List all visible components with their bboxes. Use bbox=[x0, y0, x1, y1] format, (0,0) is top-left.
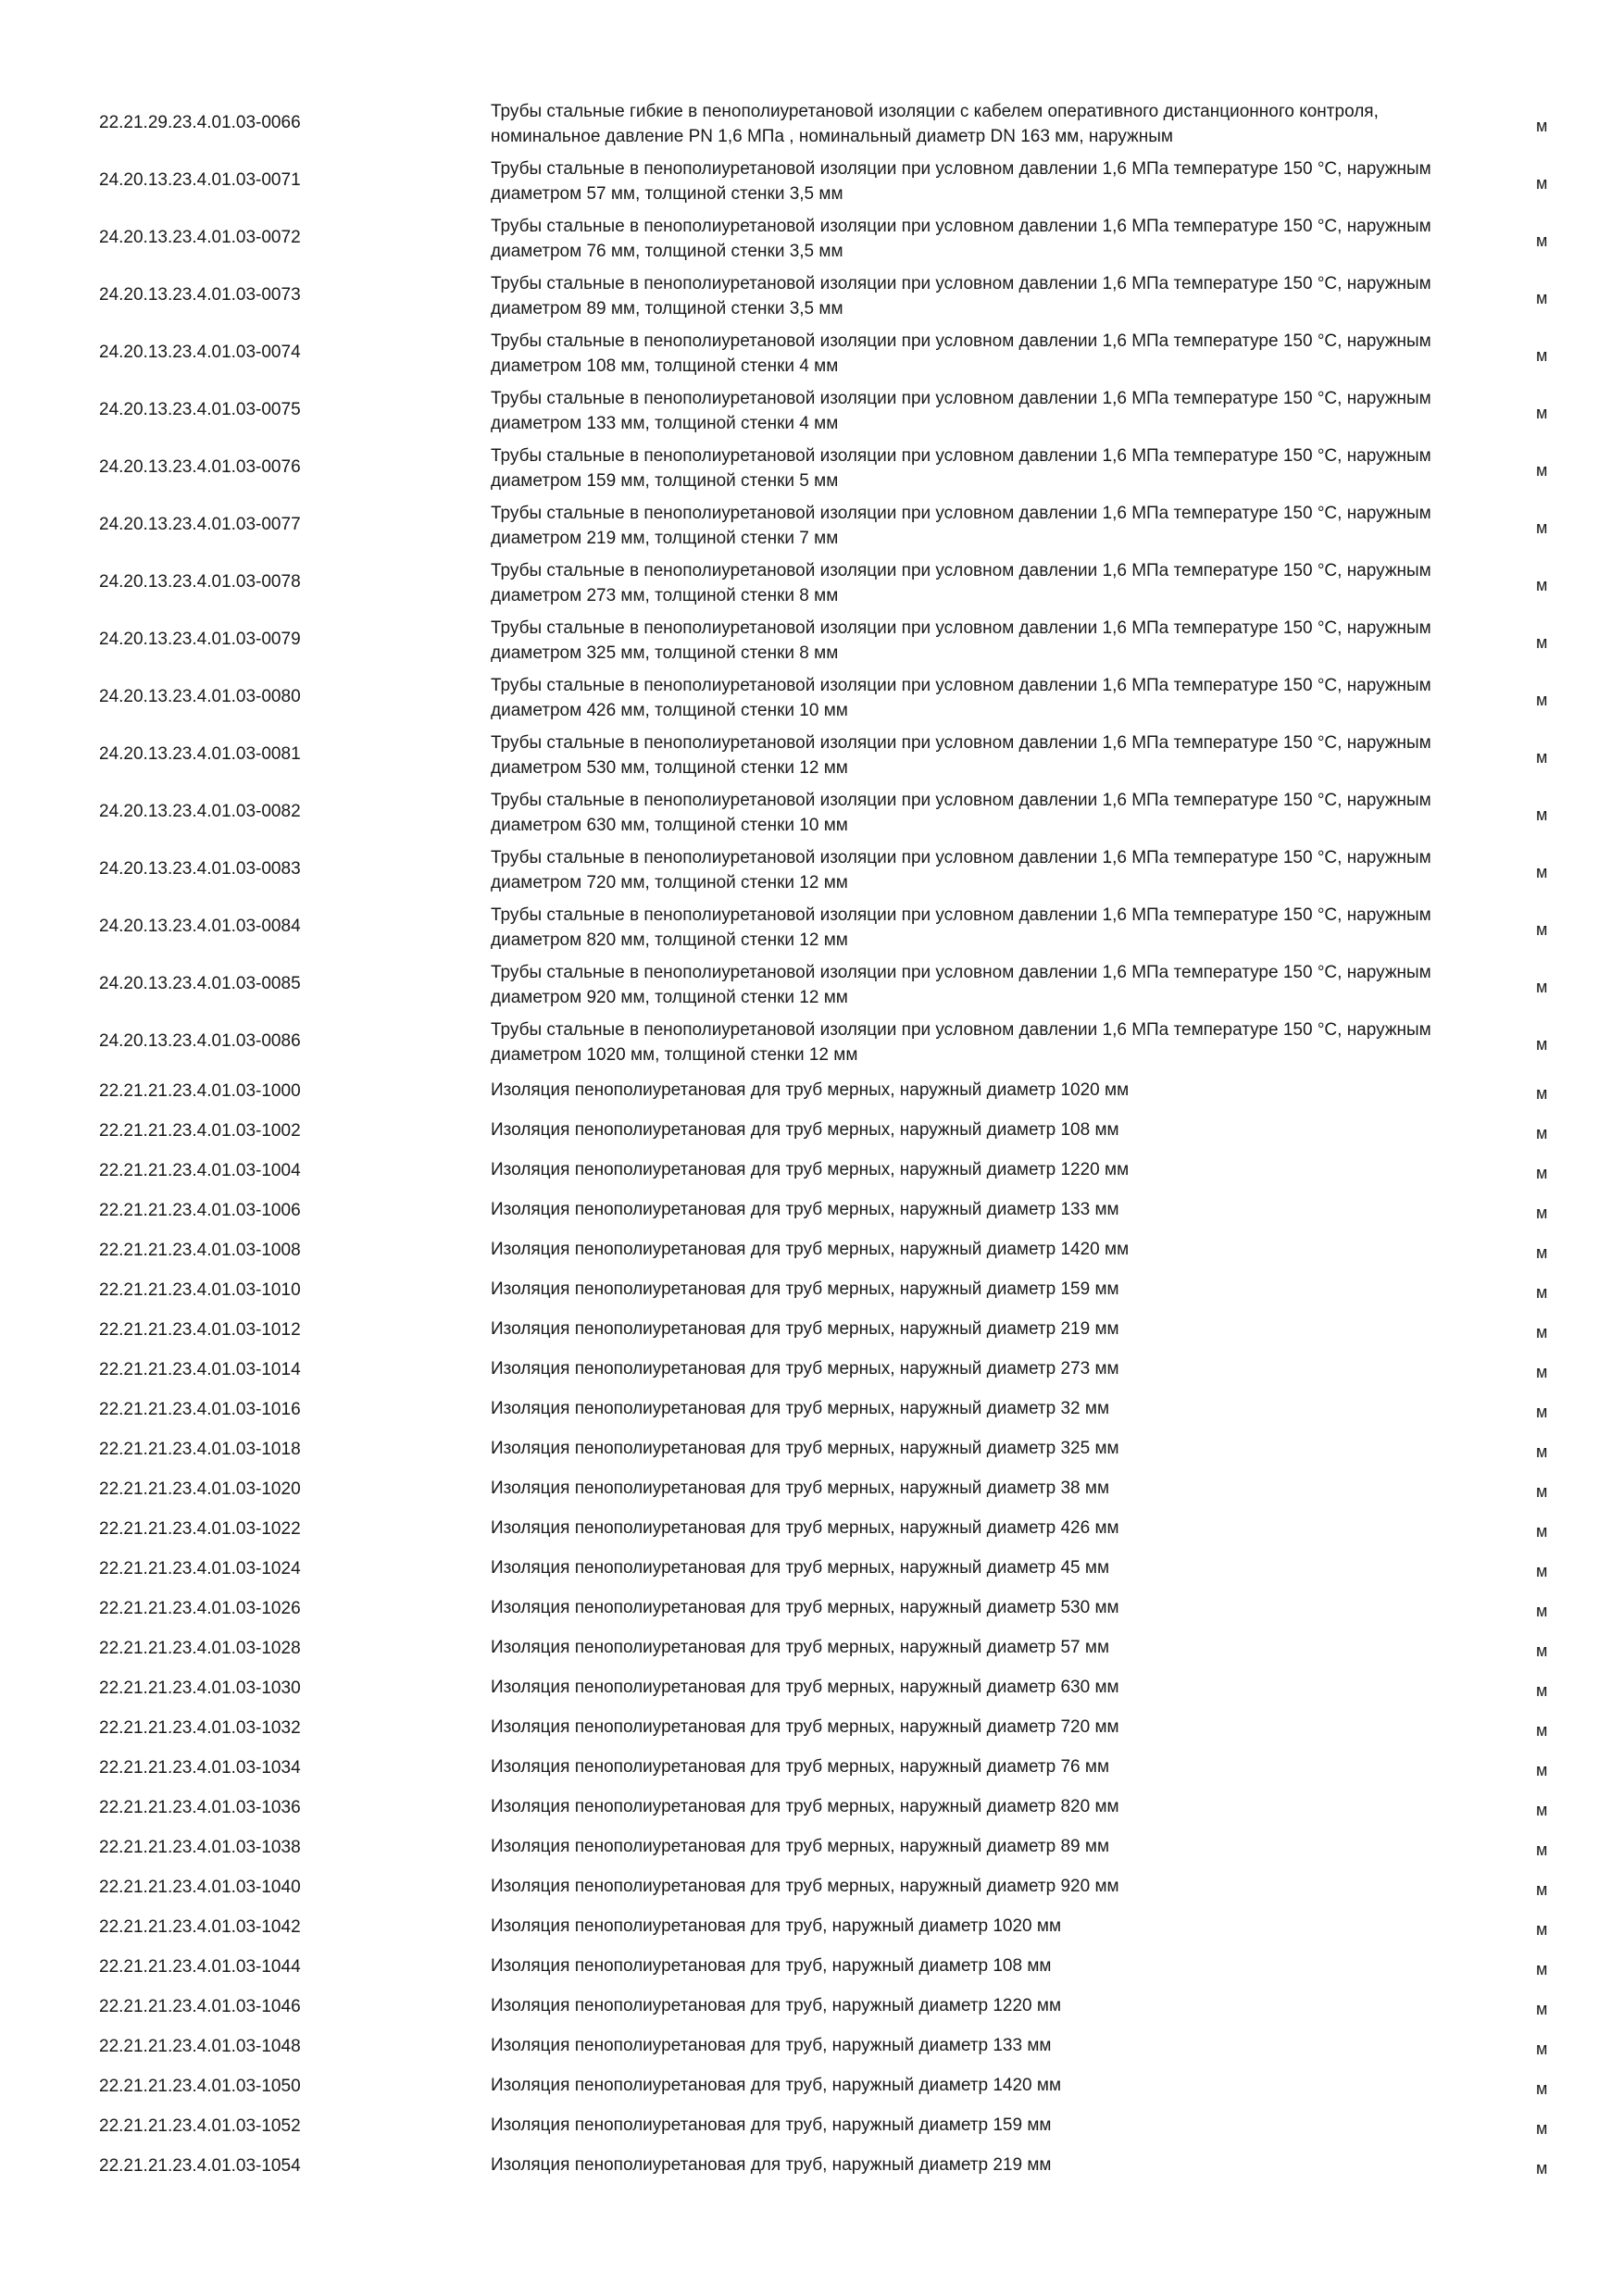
unit-of-measure: м bbox=[1536, 691, 1548, 709]
unit-of-measure: м bbox=[1536, 117, 1548, 135]
unit-of-measure: м bbox=[1536, 1602, 1548, 1620]
resource-description: Изоляция пенополиуретановая для труб мерных, наружный диаметр 273 мм bbox=[491, 1359, 1119, 1379]
resource-code: 22.21.21.23.4.01.03-1006 bbox=[99, 1201, 301, 1220]
table-row bbox=[0, 900, 1624, 957]
unit-of-measure: м bbox=[1536, 518, 1548, 537]
resource-code: 24.20.13.23.4.01.03-0076 bbox=[99, 457, 301, 477]
table-row bbox=[0, 1948, 1624, 1988]
resource-description: Изоляция пенополиуретановая для труб мерных, наружный диаметр 89 мм bbox=[491, 1837, 1110, 1856]
table-row bbox=[0, 1271, 1624, 1311]
unit-of-measure: м bbox=[1536, 1960, 1548, 1978]
resource-code: 22.21.21.23.4.01.03-1000 bbox=[99, 1081, 301, 1101]
resource-code: 24.20.13.23.4.01.03-0082 bbox=[99, 802, 301, 821]
resource-code: 22.21.21.23.4.01.03-1016 bbox=[99, 1400, 301, 1419]
unit-of-measure: м bbox=[1536, 978, 1548, 996]
resource-description: Изоляция пенополиуретановая для труб, наружный диаметр 219 мм bbox=[491, 2155, 1052, 2175]
table-row bbox=[0, 441, 1624, 498]
unit-of-measure: м bbox=[1536, 346, 1548, 365]
unit-of-measure: м bbox=[1536, 1084, 1548, 1103]
table-row bbox=[0, 1192, 1624, 1231]
table-row bbox=[0, 326, 1624, 383]
resource-description: Трубы стальные в пенополиуретановой изоляции при условном давлении 1,6 МПа температуре 150 °С, наружным диаметром 920 мм, толщиной стенки 12 мм bbox=[491, 963, 1431, 1007]
table-row bbox=[0, 1311, 1624, 1351]
table-row bbox=[0, 2107, 1624, 2147]
resource-description: Изоляция пенополиуретановая для труб мерных, наружный диаметр 133 мм bbox=[491, 1200, 1119, 1219]
resource-code: 24.20.13.23.4.01.03-0074 bbox=[99, 343, 301, 362]
table-row bbox=[0, 842, 1624, 900]
unit-of-measure: м bbox=[1536, 1442, 1548, 1461]
table-row bbox=[0, 1789, 1624, 1828]
resource-description: Изоляция пенополиуретановая для труб мерных, наружный диаметр 159 мм bbox=[491, 1279, 1119, 1299]
resource-description: Изоляция пенополиуретановая для труб мерных, наружный диаметр 76 мм bbox=[491, 1757, 1110, 1777]
table-row bbox=[0, 1510, 1624, 1550]
unit-of-measure: м bbox=[1536, 1801, 1548, 1819]
table-row bbox=[0, 383, 1624, 441]
unit-of-measure: м bbox=[1536, 1243, 1548, 1262]
resource-description: Трубы стальные в пенополиуретановой изоляции при условном давлении 1,6 МПа температуре 150 °С, наружным диаметром 530 мм, толщиной стенки 12 мм bbox=[491, 733, 1431, 778]
table-row bbox=[0, 1015, 1624, 1072]
resource-description: Изоляция пенополиуретановая для труб мерных, наружный диаметр 1220 мм bbox=[491, 1160, 1130, 1179]
unit-of-measure: м bbox=[1536, 805, 1548, 824]
resource-code: 22.21.21.23.4.01.03-1002 bbox=[99, 1121, 301, 1141]
unit-of-measure: м bbox=[1536, 1403, 1548, 1421]
resource-description: Изоляция пенополиуретановая для труб мерных, наружный диаметр 920 мм bbox=[491, 1877, 1119, 1896]
unit-of-measure: м bbox=[1536, 1880, 1548, 1899]
unit-of-measure: м bbox=[1536, 1164, 1548, 1182]
resource-description: Изоляция пенополиуретановая для труб, наружный диаметр 1220 мм bbox=[491, 1996, 1062, 2015]
unit-of-measure: м bbox=[1536, 2119, 1548, 2138]
table-row bbox=[0, 1152, 1624, 1192]
unit-of-measure: м bbox=[1536, 1363, 1548, 1381]
resource-code: 22.21.21.23.4.01.03-1030 bbox=[99, 1678, 301, 1698]
unit-of-measure: м bbox=[1536, 920, 1548, 939]
table-row bbox=[0, 1231, 1624, 1271]
table-row bbox=[0, 670, 1624, 728]
resource-code: 24.20.13.23.4.01.03-0085 bbox=[99, 974, 301, 993]
resource-description: Изоляция пенополиуретановая для труб, наружный диаметр 1420 мм bbox=[491, 2076, 1062, 2095]
price-list-table bbox=[0, 96, 1624, 2187]
resource-description: Изоляция пенополиуретановая для труб, наружный диаметр 1020 мм bbox=[491, 1916, 1062, 1936]
resource-code: 22.21.21.23.4.01.03-1040 bbox=[99, 1878, 301, 1897]
resource-description: Изоляция пенополиуретановая для труб мерных, наружный диаметр 38 мм bbox=[491, 1479, 1110, 1498]
resource-code: 22.21.21.23.4.01.03-1014 bbox=[99, 1360, 301, 1379]
table-row bbox=[0, 1908, 1624, 1948]
table-row bbox=[0, 957, 1624, 1015]
table-row bbox=[0, 1868, 1624, 1908]
resource-description: Изоляция пенополиуретановая для труб мерных, наружный диаметр 630 мм bbox=[491, 1678, 1119, 1697]
resource-description: Изоляция пенополиуретановая для труб мерных, наружный диаметр 530 мм bbox=[491, 1598, 1119, 1617]
table-row bbox=[0, 1430, 1624, 1470]
unit-of-measure: м bbox=[1536, 1522, 1548, 1541]
resource-code: 24.20.13.23.4.01.03-0081 bbox=[99, 744, 301, 764]
resource-description: Трубы стальные в пенополиуретановой изоляции при условном давлении 1,6 МПа температуре 150 °С, наружным диаметром 325 мм, толщиной стенки 8 мм bbox=[491, 618, 1431, 663]
resource-code: 24.20.13.23.4.01.03-0073 bbox=[99, 285, 301, 305]
resource-code: 22.21.21.23.4.01.03-1008 bbox=[99, 1241, 301, 1260]
resource-description: Трубы стальные в пенополиуретановой изоляции при условном давлении 1,6 МПа температуре 150 °С, наружным диаметром 57 мм, толщиной стенки 3,5 мм bbox=[491, 159, 1431, 204]
unit-of-measure: м bbox=[1536, 1204, 1548, 1222]
unit-of-measure: м bbox=[1536, 2079, 1548, 2098]
resource-description: Изоляция пенополиуретановая для труб, наружный диаметр 133 мм bbox=[491, 2036, 1052, 2055]
table-row bbox=[0, 1629, 1624, 1669]
resource-code: 22.21.21.23.4.01.03-1038 bbox=[99, 1838, 301, 1857]
resource-description: Изоляция пенополиуретановая для труб мерных, наружный диаметр 720 мм bbox=[491, 1717, 1119, 1737]
resource-code: 22.21.21.23.4.01.03-1042 bbox=[99, 1917, 301, 1937]
table-row bbox=[0, 1590, 1624, 1629]
resource-description: Изоляция пенополиуретановая для труб мерных, наружный диаметр 1020 мм bbox=[491, 1080, 1130, 1100]
table-row bbox=[0, 1072, 1624, 1112]
resource-code: 22.21.21.23.4.01.03-1050 bbox=[99, 2077, 301, 2096]
resource-code: 22.21.21.23.4.01.03-1020 bbox=[99, 1479, 301, 1499]
unit-of-measure: м bbox=[1536, 1035, 1548, 1054]
unit-of-measure: м bbox=[1536, 461, 1548, 480]
unit-of-measure: м bbox=[1536, 1761, 1548, 1779]
table-row bbox=[0, 268, 1624, 326]
table-row bbox=[0, 154, 1624, 211]
table-row bbox=[0, 1470, 1624, 1510]
resource-description: Изоляция пенополиуретановая для труб мерных, наружный диаметр 219 мм bbox=[491, 1319, 1119, 1339]
resource-code: 24.20.13.23.4.01.03-0078 bbox=[99, 572, 301, 592]
resource-description: Трубы стальные в пенополиуретановой изоляции при условном давлении 1,6 МПа температуре 150 °С, наружным диаметром 720 мм, толщиной стенки 12 мм bbox=[491, 848, 1431, 892]
resource-description: Трубы стальные в пенополиуретановой изоляции при условном давлении 1,6 МПа температуре 150 °С, наружным диаметром 219 мм, толщиной стенки 7 мм bbox=[491, 504, 1431, 548]
resource-description: Изоляция пенополиуретановая для труб мерных, наружный диаметр 820 мм bbox=[491, 1797, 1119, 1816]
resource-code: 24.20.13.23.4.01.03-0075 bbox=[99, 400, 301, 419]
resource-code: 24.20.13.23.4.01.03-0086 bbox=[99, 1031, 301, 1051]
resource-code: 22.21.21.23.4.01.03-1052 bbox=[99, 2116, 301, 2136]
unit-of-measure: м bbox=[1536, 2040, 1548, 2058]
table-row bbox=[0, 2067, 1624, 2107]
resource-description: Изоляция пенополиуретановая для труб мерных, наружный диаметр 426 мм bbox=[491, 1518, 1119, 1538]
table-row bbox=[0, 613, 1624, 670]
table-row bbox=[0, 1709, 1624, 1749]
resource-description: Трубы стальные гибкие в пенополиуретановой изоляции с кабелем оперативного дистанционного контроля, номинальное давление PN 1,6 МПа , номинальный диаметр DN 163 мм, наружным bbox=[491, 102, 1379, 146]
unit-of-measure: м bbox=[1536, 289, 1548, 307]
resource-code: 24.20.13.23.4.01.03-0077 bbox=[99, 515, 301, 534]
resource-description: Изоляция пенополиуретановая для труб мерных, наружный диаметр 325 мм bbox=[491, 1439, 1119, 1458]
resource-code: 22.21.21.23.4.01.03-1004 bbox=[99, 1161, 301, 1180]
unit-of-measure: м bbox=[1536, 633, 1548, 652]
resource-description: Трубы стальные в пенополиуретановой изоляции при условном давлении 1,6 МПа температуре 150 °С, наружным диаметром 273 мм, толщиной стенки 8 мм bbox=[491, 561, 1431, 605]
resource-code: 22.21.21.23.4.01.03-1032 bbox=[99, 1718, 301, 1738]
table-row bbox=[0, 1112, 1624, 1152]
unit-of-measure: м bbox=[1536, 1562, 1548, 1580]
unit-of-measure: м bbox=[1536, 1482, 1548, 1501]
table-row bbox=[0, 2028, 1624, 2067]
unit-of-measure: м bbox=[1536, 1641, 1548, 1660]
resource-code: 22.21.21.23.4.01.03-1010 bbox=[99, 1280, 301, 1300]
resource-description: Изоляция пенополиуретановая для труб, наружный диаметр 159 мм bbox=[491, 2115, 1052, 2135]
resource-description: Трубы стальные в пенополиуретановой изоляции при условном давлении 1,6 МПа температуре 150 °С, наружным диаметром 89 мм, толщиной стенки 3,5 мм bbox=[491, 274, 1431, 318]
resource-description: Трубы стальные в пенополиуретановой изоляции при условном давлении 1,6 МПа температуре 150 °С, наружным диаметром 133 мм, толщиной стенки 4 мм bbox=[491, 389, 1431, 433]
unit-of-measure: м bbox=[1536, 404, 1548, 422]
table-row bbox=[0, 1391, 1624, 1430]
unit-of-measure: м bbox=[1536, 2000, 1548, 2018]
resource-description: Изоляция пенополиуретановая для труб, наружный диаметр 108 мм bbox=[491, 1956, 1052, 1976]
table-row bbox=[0, 728, 1624, 785]
unit-of-measure: м bbox=[1536, 1841, 1548, 1859]
resource-code: 22.21.21.23.4.01.03-1044 bbox=[99, 1957, 301, 1977]
unit-of-measure: м bbox=[1536, 231, 1548, 250]
unit-of-measure: м bbox=[1536, 576, 1548, 594]
resource-description: Трубы стальные в пенополиуретановой изоляции при условном давлении 1,6 МПа температуре 150 °С, наружным диаметром 1020 мм, толщиной стенки 12 мм bbox=[491, 1020, 1431, 1065]
resource-code: 22.21.21.23.4.01.03-1024 bbox=[99, 1559, 301, 1578]
resource-code: 24.20.13.23.4.01.03-0072 bbox=[99, 228, 301, 247]
resource-description: Изоляция пенополиуретановая для труб мерных, наружный диаметр 45 мм bbox=[491, 1558, 1110, 1578]
resource-code: 24.20.13.23.4.01.03-0079 bbox=[99, 630, 301, 649]
resource-code: 24.20.13.23.4.01.03-0084 bbox=[99, 917, 301, 936]
resource-code: 24.20.13.23.4.01.03-0083 bbox=[99, 859, 301, 879]
table-row bbox=[0, 1669, 1624, 1709]
table-row bbox=[0, 211, 1624, 268]
unit-of-measure: м bbox=[1536, 863, 1548, 881]
resource-code: 22.21.21.23.4.01.03-1036 bbox=[99, 1798, 301, 1817]
table-row bbox=[0, 96, 1624, 154]
unit-of-measure: м bbox=[1536, 1124, 1548, 1142]
resource-description: Изоляция пенополиуретановая для труб мерных, наружный диаметр 32 мм bbox=[491, 1399, 1110, 1418]
table-row bbox=[0, 1749, 1624, 1789]
resource-code: 22.21.21.23.4.01.03-1018 bbox=[99, 1440, 301, 1459]
unit-of-measure: м bbox=[1536, 174, 1548, 193]
resource-code: 22.21.21.23.4.01.03-1034 bbox=[99, 1758, 301, 1778]
table-row bbox=[0, 785, 1624, 842]
unit-of-measure: м bbox=[1536, 1920, 1548, 1939]
table-row bbox=[0, 1828, 1624, 1868]
resource-description: Трубы стальные в пенополиуретановой изоляции при условном давлении 1,6 МПа температуре 150 °С, наружным диаметром 426 мм, толщиной стенки 10 мм bbox=[491, 676, 1431, 720]
table-row bbox=[0, 2147, 1624, 2187]
resource-description: Трубы стальные в пенополиуретановой изоляции при условном давлении 1,6 МПа температуре 150 °С, наружным диаметром 820 мм, толщиной стенки 12 мм bbox=[491, 905, 1431, 950]
resource-description: Трубы стальные в пенополиуретановой изоляции при условном давлении 1,6 МПа температуре 150 °С, наружным диаметром 630 мм, толщиной стенки 10 мм bbox=[491, 791, 1431, 835]
table-row bbox=[0, 555, 1624, 613]
table-row bbox=[0, 1351, 1624, 1391]
resource-description: Изоляция пенополиуретановая для труб мерных, наружный диаметр 57 мм bbox=[491, 1638, 1110, 1657]
unit-of-measure: м bbox=[1536, 1721, 1548, 1740]
table-row bbox=[0, 1550, 1624, 1590]
unit-of-measure: м bbox=[1536, 2159, 1548, 2177]
resource-code: 24.20.13.23.4.01.03-0071 bbox=[99, 170, 301, 190]
resource-code: 22.21.21.23.4.01.03-1046 bbox=[99, 1997, 301, 2016]
unit-of-measure: м bbox=[1536, 1283, 1548, 1302]
unit-of-measure: м bbox=[1536, 1681, 1548, 1700]
resource-code: 22.21.29.23.4.01.03-0066 bbox=[99, 113, 301, 132]
resource-code: 22.21.21.23.4.01.03-1022 bbox=[99, 1519, 301, 1539]
table-row bbox=[0, 498, 1624, 555]
resource-code: 22.21.21.23.4.01.03-1012 bbox=[99, 1320, 301, 1340]
resource-code: 22.21.21.23.4.01.03-1028 bbox=[99, 1639, 301, 1658]
resource-code: 22.21.21.23.4.01.03-1054 bbox=[99, 2156, 301, 2176]
resource-code: 24.20.13.23.4.01.03-0080 bbox=[99, 687, 301, 706]
resource-description: Трубы стальные в пенополиуретановой изоляции при условном давлении 1,6 МПа температуре 150 °С, наружным диаметром 159 мм, толщиной стенки 5 мм bbox=[491, 446, 1431, 491]
unit-of-measure: м bbox=[1536, 748, 1548, 767]
table-row bbox=[0, 1988, 1624, 2028]
resource-description: Изоляция пенополиуретановая для труб мерных, наружный диаметр 1420 мм bbox=[491, 1240, 1130, 1259]
resource-code: 22.21.21.23.4.01.03-1026 bbox=[99, 1599, 301, 1618]
resource-description: Трубы стальные в пенополиуретановой изоляции при условном давлении 1,6 МПа температуре 150 °С, наружным диаметром 108 мм, толщиной стенки 4 мм bbox=[491, 331, 1431, 376]
resource-code: 22.21.21.23.4.01.03-1048 bbox=[99, 2037, 301, 2056]
resource-description: Трубы стальные в пенополиуретановой изоляции при условном давлении 1,6 МПа температуре 150 °С, наружным диаметром 76 мм, толщиной стенки 3,5 мм bbox=[491, 217, 1431, 261]
unit-of-measure: м bbox=[1536, 1323, 1548, 1341]
resource-description: Изоляция пенополиуретановая для труб мерных, наружный диаметр 108 мм bbox=[491, 1120, 1119, 1140]
